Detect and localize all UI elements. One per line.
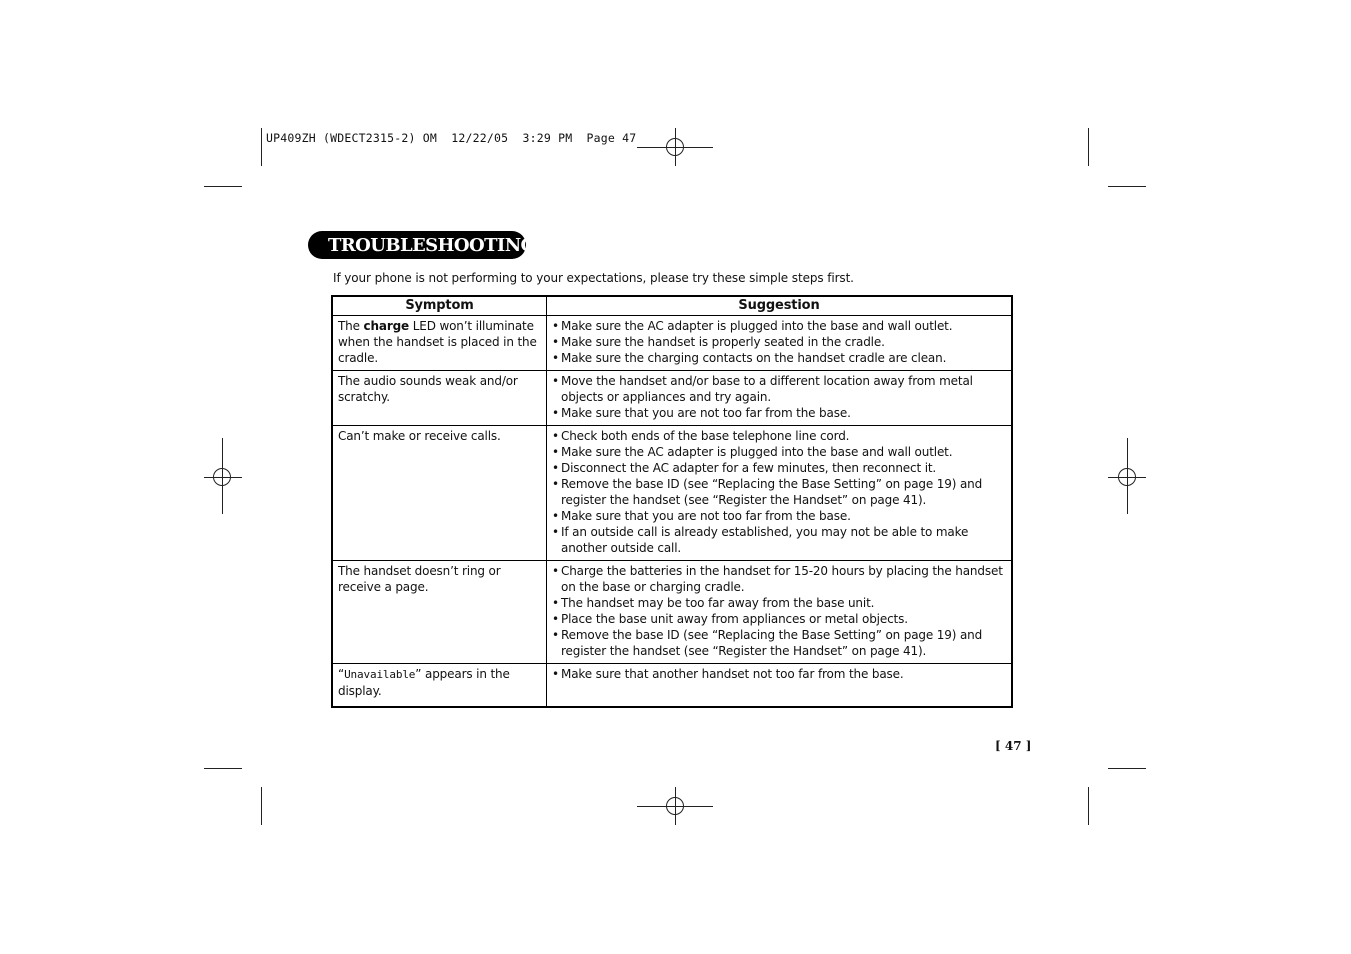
suggestion-cell	[547, 371, 1013, 426]
list-item: • Remove the base ID (see “Replacing the Base Setting” on page 19) and register the handset (see “Register the Handset” on page 41).	[552, 627, 1007, 659]
list-item: • Check both ends of the base telephone line cord.	[552, 428, 1007, 444]
page-number: [ 47 ]	[995, 739, 1032, 753]
list-item: • Move the handset and/or base to a different location away from metal objects or appliances and try again.	[552, 373, 1007, 405]
suggestion-cell	[547, 664, 1013, 708]
list-item: • Make sure that you are not too far from the base.	[552, 508, 1007, 524]
list-item: • Make sure the charging contacts on the handset cradle are clean.	[552, 350, 1007, 366]
crop-mark	[261, 128, 262, 166]
section-title-banner	[308, 231, 536, 259]
list-item: • Place the base unit away from appliances or metal objects.	[552, 611, 1007, 627]
symptom-cell: “Unavailable” appears in the display.	[332, 664, 547, 708]
symptom-column-header: Symptom	[332, 296, 547, 316]
unavailable-display-text: Unavailable	[344, 668, 416, 681]
crop-mark	[1108, 768, 1146, 769]
list-item: • Make sure the handset is properly seated in the cradle.	[552, 334, 1007, 350]
crop-mark	[204, 186, 242, 187]
table-row	[332, 561, 1012, 664]
charge-led-label: charge	[363, 319, 410, 333]
list-item: • Make sure the AC adapter is plugged into the base and wall outlet.	[552, 444, 1007, 460]
page-title: TROUBLESHOOTING	[328, 234, 536, 256]
list-item: • Disconnect the AC adapter for a few minutes, then reconnect it.	[552, 460, 1007, 476]
intro-text: If your phone is not performing to your expectations, please try these simple steps first.	[333, 271, 854, 285]
registration-mark-icon	[1118, 468, 1136, 486]
list-item: • Make sure that you are not too far from the base.	[552, 405, 1007, 421]
table-header-row	[332, 296, 1012, 316]
crop-mark	[261, 787, 262, 825]
crop-mark	[1108, 186, 1146, 187]
troubleshooting-table	[331, 295, 1013, 708]
suggestion-cell	[547, 316, 1013, 371]
registration-mark-icon	[213, 468, 231, 486]
list-item: • The handset may be too far away from the base unit.	[552, 595, 1007, 611]
symptom-cell: Can’t make or receive calls.	[332, 426, 547, 561]
list-item: • Make sure the AC adapter is plugged into the base and wall outlet.	[552, 318, 1007, 334]
suggestion-column-header: Suggestion	[547, 296, 1013, 316]
printer-slug-line: UP409ZH (WDECT2315-2) OM 12/22/05 3:29 PM Page 47	[266, 131, 637, 145]
list-item: • Remove the base ID (see “Replacing the Base Setting” on page 19) and register the handset (see “Register the Handset” on page 41).	[552, 476, 1007, 508]
suggestion-cell	[547, 426, 1013, 561]
table-row	[332, 426, 1012, 561]
symptom-cell: The audio sounds weak and/or scratchy.	[332, 371, 547, 426]
list-item: • Charge the batteries in the handset for 15-20 hours by placing the handset on the base or charging cradle.	[552, 563, 1007, 595]
list-item: • Make sure that another handset not too far from the base.	[552, 666, 1007, 682]
symptom-cell: The handset doesn’t ring or receive a page.	[332, 561, 547, 664]
symptom-cell: The charge LED won’t illuminate when the handset is placed in the cradle.	[332, 316, 547, 371]
table-row	[332, 664, 1012, 708]
crop-mark	[1088, 128, 1089, 166]
table-row	[332, 316, 1012, 371]
table-row	[332, 371, 1012, 426]
crop-mark	[204, 768, 242, 769]
list-item: • If an outside call is already established, you may not be able to make another outside call.	[552, 524, 1007, 556]
suggestion-cell	[547, 561, 1013, 664]
registration-mark-icon	[666, 138, 684, 156]
registration-mark-icon	[666, 797, 684, 815]
crop-mark	[1088, 787, 1089, 825]
